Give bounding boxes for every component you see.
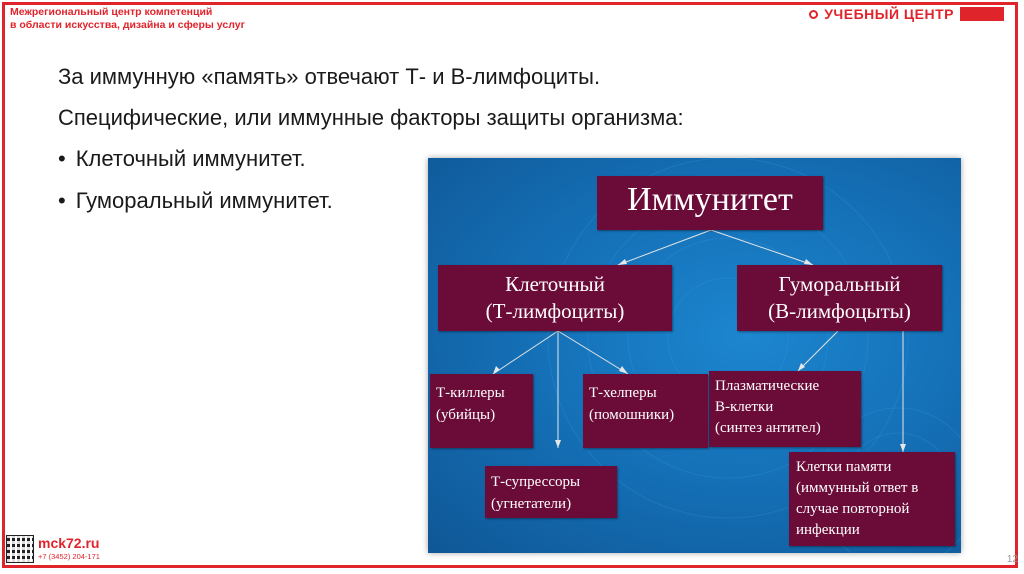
- footer-website[interactable]: mck72.ru: [38, 535, 100, 551]
- node-memory-line3: случае повторной: [796, 501, 910, 517]
- node-immunity-label: Иммунитет: [627, 181, 793, 218]
- node-memory-line4: инфекции: [796, 522, 860, 538]
- node-t-killers-line2: (убийцы): [436, 407, 496, 423]
- node-cellular-line2: (Т-лимфоциты): [485, 299, 625, 323]
- arrow-cellular-killers: [493, 331, 558, 374]
- brand-logo: [809, 6, 1004, 22]
- qr-code-icon: [7, 536, 33, 562]
- node-memory-cells: [789, 452, 955, 546]
- node-memory-line2: (иммунный ответ в: [796, 480, 919, 496]
- logo-text: УЧЕБНЫЙ ЦЕНТР: [824, 6, 954, 22]
- node-t-killers: [430, 374, 533, 448]
- arrow-humoral-plasma: [798, 331, 838, 371]
- footer-phone: +7 (3452) 204-171: [38, 552, 100, 561]
- node-t-suppressors: [485, 466, 617, 518]
- bullet-cellular: • Клеточный иммунитет.: [58, 146, 306, 172]
- node-memory-line1: Клетки памяти: [796, 459, 892, 475]
- logo-circle-icon: [809, 10, 818, 19]
- node-plasma-line2: В-клетки: [715, 399, 774, 415]
- node-t-helpers-line1: Т-хелперы: [589, 385, 657, 401]
- node-plasma-cells: [709, 371, 861, 447]
- node-plasma-line3: (синтез антител): [715, 420, 821, 436]
- arrow-cellular-helpers: [558, 331, 628, 374]
- node-humoral: [737, 265, 942, 331]
- node-cellular: [438, 265, 672, 331]
- org-name-line2: в области искусства, дизайна и сферы услуг: [10, 19, 245, 31]
- page-number: 12: [1006, 554, 1018, 565]
- arrow-root-humoral: [711, 230, 813, 265]
- node-t-suppressors-line2: (угнетатели): [491, 496, 572, 512]
- node-t-killers-line1: Т-киллеры: [436, 385, 505, 401]
- bullet-humoral: • Гуморальный иммунитет.: [58, 188, 333, 214]
- node-t-helpers: [583, 374, 708, 448]
- node-t-helpers-line2: (помошники): [589, 407, 675, 423]
- node-cellular-line1: Клеточный: [505, 272, 605, 296]
- arrow-root-cellular: [618, 230, 711, 265]
- node-immunity: [597, 176, 823, 230]
- node-t-suppressors-line1: Т-супрессоры: [491, 474, 581, 490]
- slide-line-1: За иммунную «память» отвечают Т- и В-лимфоциты.: [58, 64, 601, 89]
- immunity-diagram: [428, 158, 961, 553]
- org-name: [10, 6, 310, 32]
- logo-badge: [960, 7, 1004, 21]
- org-name-line1: Межрегиональный центр компетенций: [10, 6, 213, 18]
- node-plasma-line1: Плазматические: [715, 378, 820, 394]
- slide-line-2: Специфические, или иммунные факторы защиты организма:: [58, 105, 684, 130]
- node-humoral-line2: (В-лимфоцыты): [768, 299, 911, 323]
- node-humoral-line1: Гуморальный: [778, 272, 901, 296]
